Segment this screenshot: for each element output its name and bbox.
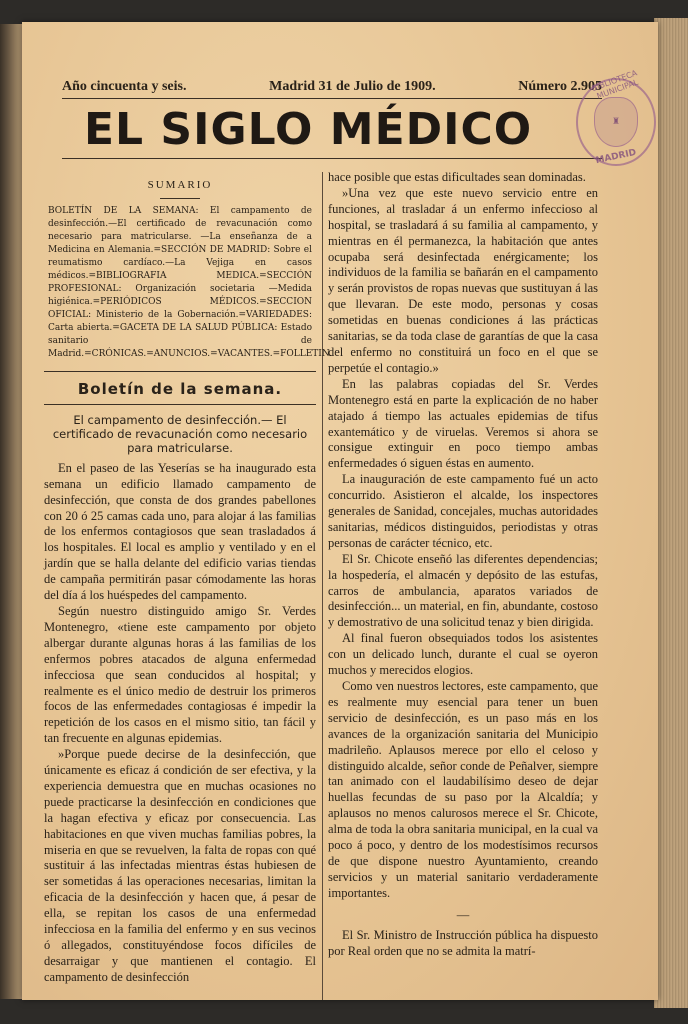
column-divider [322, 172, 323, 1000]
right-paragraph: El Sr. Ministro de Instrucción pública ha dispuesto por Real orden que no se admita la matrí- [328, 927, 598, 958]
masthead-year: Año cincuenta y seis. [62, 79, 187, 94]
masthead-number: Número 2.905 [518, 79, 602, 94]
left-paragraph: Según nuestro distinguido amigo Sr. Verdes Montenegro, «tiene este campamento por objeto albergar durante algunas horas á las familias de los enfermos pobres atacados de alguna enfermedad infecciosa que sean conducidos al hospital; y realmente es el único medio de destruir los primeros focos de las enfermedades contagiosas é impedir la repetición de los casos en el mismo sitio, tan fácil y tan frecuente en algunas epidemias. [44, 603, 316, 746]
left-column [44, 172, 333, 986]
right-paragraph: Al final fueron obsequiados todos los asistentes con un delicado lunch, durante el cual se oyeron muchos y merecidos elogios. [328, 631, 598, 678]
left-paragraph: En el paseo de las Yeserías se ha inaugurado esta semana un edificio llamado campamento de desinfección, que consta de dos grandes pabellones con 20 ó 25 camas cada uno, para alojar á las familias de los enfermos contagiosos que sean trasladados á los hospitales. El local es amplio y ventilado y en el jardín que se halla delante del edificio varias tiendas de campaña permitirán pasar cómodamente las horas del día á los huéspedes del campamento. [44, 460, 316, 603]
right-paragraph: El Sr. Chicote enseñó las diferentes dependencias; la hospedería, el almacén y depósito de las estufas, carros de ambulancia, aparatos variados de desinfección... un material, en fin, abundante, costoso y demostrativo de una solicitud tenaz y bien dirigida. [328, 551, 598, 630]
section-separator: — [456, 907, 470, 922]
boletin-subheading: El campamento de desinfección.— El certificado de revacunación como necesario para matricularse. [52, 412, 308, 455]
boletin-heading: Boletín de la semana. [77, 379, 283, 398]
sumario-text: BOLETÍN DE LA SEMANA: El campamento de desinfección.—El certificado de revacunación como necesario para matricularse. —La enseñanza de a Medicina en Alemania.=SECCIÓN DE MADRID: Sobre el reumatismo cardíaco.—La Vejiga en casos médicos.=BIBLIOGRAFIA MEDICA.=SECCIÓN PROFESIONAL: Organización societaria —Medida higiénica.=PERIÓDICOS MÉDICOS.=SECCION OFICIAL: Ministerio de la Gobernación.=VARIEDADES: Carta abierta.=GACETA DE LA SALUD PÚBLICA: Estado sanitario de Madrid.=CRÓNICAS.=ANUNCIOS.=VACANTES.=FOLLETIN. [48, 205, 333, 359]
library-stamp [576, 68, 656, 167]
right-paragraph: hace posible que estas dificultades sean dominadas. [328, 170, 586, 184]
right-column [328, 170, 598, 959]
right-paragraph: »Una vez que este nuevo servicio entre en funciones, al trasladar á un enfermo infeccioso al hospital, se trasladará á su familia al campamento, y mientras en él permanezca, la habitación que antes ocupaba será desinfectada enérgicamente; los individuos de la familia se bañarán en el campamento y serán provistos de ropas nuevas que sustituyan á las que llevaran. De este modo, personas y cosas sometidas en buenas condiciones á las prácticas sanitarias, se da toda clase de garantías de que la casa del enfermo no constituirá un foco en el que se perpetúe el contagio.» [328, 185, 598, 375]
coat-of-arms-icon: ♜ [594, 97, 638, 147]
right-paragraph: La inauguración de este campamento fué un acto concurrido. Asistieron el alcalde, los inspectores generales de Sanidad, concejales, muchas autoridades sanitarias, médicos distinguidos, periodistas y otras personas de carácter técnico, etc. [328, 472, 598, 550]
left-paragraph: »Porque puede decirse de la desinfección, que únicamente es eficaz á condición de ser efectiva, y la experiencia demuestra que en muchas ocasiones no puede practicarse la desinfección en condiciones que la hagan efectiva y eficaz por consecuencia. Las habitaciones en que viven muchas familias pobres, la miseria en que se revuelven, la falta de ropas con qué sustituir á las infectadas mientras éstas hubiesen de ser sometidas á las operaciones necesarias, limitan la eficacia de la desinfección y hacen que, á pesar de ella, se repitan los casos de una enfermedad infecciosa en la familia del enfermo y en sus vecinos ó allegados, constituyéndose focos difíciles de desarraigar y que mantienen el contagio. El campamento de desinfección [44, 747, 316, 984]
newspaper-title: EL SIGLO MÉDICO [84, 104, 533, 155]
right-paragraph: Como ven nuestros lectores, este campamento, que es realmente muy esencial para tener un buen servicio de desinfección, es un paso más en los avances de la organización sanitaria del Municipio madrileño. Aplausos merece por ello el celoso y distinguido alcalde, señor conde de Peñalver, siempre tan animado con el laudabilísimo deseo de dejar huellas fecundas de su paso por la Alcaldía; y aplausos no menos calurosos merece el Sr. Chicote, alma de toda la obra sanitaria municipal, en la cual va poco á poco, y dentro de los modestísimos recursos de que dispone nuestro Ayuntamiento, creando servicios y un material sanitario verdaderamente importantes. [328, 679, 598, 900]
sumario-heading: SUMARIO [147, 179, 213, 191]
newspaper-page [22, 22, 658, 1000]
boletin-rule [44, 404, 316, 405]
right-paragraph: En las palabras copiadas del Sr. Verdes Montenegro está en parte la explicación de no haber atajado á tiempo las actuales epidemias de tifus exantemático y de viruelas. Veremos si ahora se consigue extinguir en poco tiempo ambas enfermedades ó siguen éstas en aumento. [328, 376, 598, 471]
stamp-top-text: BIBLIOTECA MUNICIPAL [590, 68, 640, 101]
masthead-bottom-rule [62, 158, 602, 159]
masthead-date: Madrid 31 de Julio de 1909. [269, 79, 436, 94]
page-edges [654, 18, 688, 1008]
sumario-rule [160, 198, 200, 199]
masthead-top-rule [62, 98, 602, 99]
sumario-bottom-rule [44, 371, 316, 372]
masthead-info-line [62, 79, 602, 95]
stamp-bottom-text: MADRID [594, 147, 638, 167]
